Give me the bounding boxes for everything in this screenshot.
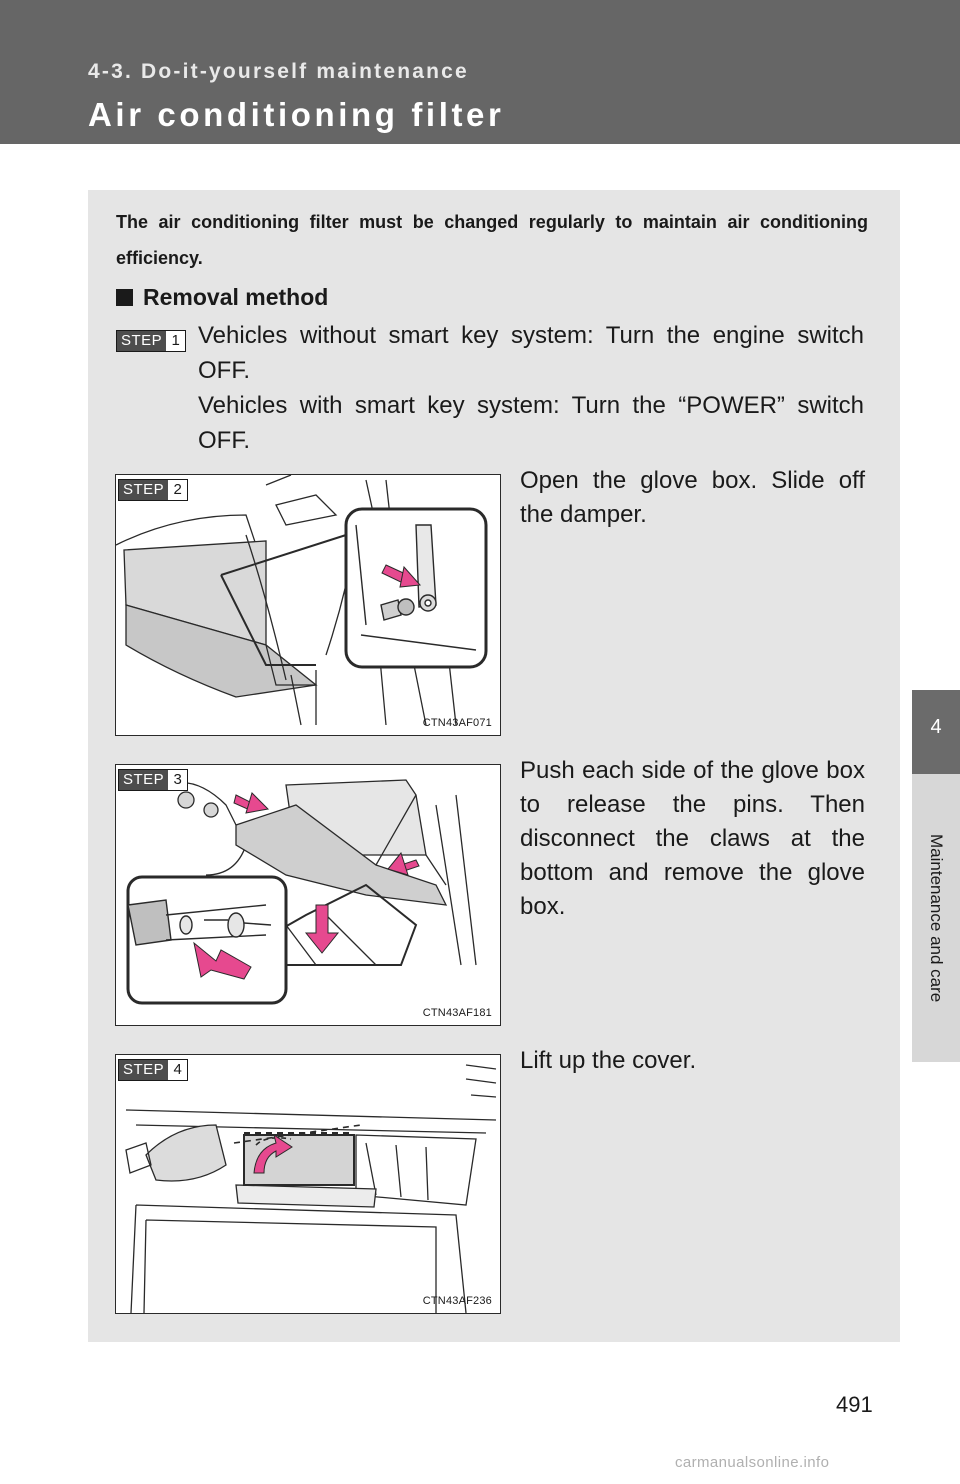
step-3-figure [115, 764, 501, 1026]
step-2-text: Open the glove box. Slide off the damper. [520, 467, 865, 528]
filter-cover-illustration [116, 1055, 500, 1313]
subsection-heading [116, 284, 328, 311]
step-3-text: Push each side of the glove box to release the pins. Then disconnect the claws at the bottom and remove the glove box. [520, 757, 865, 920]
step-3-badge [118, 769, 188, 791]
content-panel [88, 190, 900, 1342]
step-2-badge [118, 479, 188, 501]
chapter-tab[interactable] [912, 690, 960, 774]
step-badge-number: 2 [168, 480, 187, 500]
glove-box-removal-illustration [116, 765, 500, 1025]
step-4-figure [115, 1054, 501, 1314]
chapter-tab-label-area [912, 774, 960, 1062]
watermark: carmanualsonline.info [675, 1454, 830, 1471]
page-number: 491 [836, 1392, 873, 1417]
step-1-line-1: Vehicles without smart key system: Turn the engine switch OFF. [198, 322, 864, 384]
step-badge-number: 4 [168, 1060, 187, 1080]
step-4-badge [118, 1059, 188, 1081]
step-2-figure [115, 474, 501, 736]
step-badge-label: STEP [119, 1060, 168, 1080]
step-badge-label: STEP [119, 770, 168, 790]
glove-box-damper-illustration [116, 475, 500, 735]
step-badge-number: 1 [166, 331, 185, 351]
section-label: 4-3. Do-it-yourself maintenance [88, 60, 469, 83]
chapter-tab-number: 4 [930, 716, 942, 738]
figure-code: CTN43AF236 [422, 1295, 492, 1307]
page-header [0, 0, 960, 144]
step-4-text: Lift up the cover. [520, 1047, 697, 1074]
intro-text: The air conditioning filter must be changed regularly to maintain air conditioning efficiency. [116, 212, 868, 268]
heading-text: Removal method [143, 284, 329, 310]
figure-code: CTN43AF181 [422, 1007, 492, 1019]
step-1-line-2: Vehicles with smart key system: Turn the “POWER” switch OFF. [198, 392, 864, 454]
step-badge-label: STEP [117, 331, 166, 351]
step-1-badge [116, 330, 186, 352]
figure-code: CTN43AF071 [422, 717, 492, 729]
heading-square-icon [116, 289, 133, 306]
step-1-text [198, 318, 864, 458]
step-badge-number: 3 [168, 770, 187, 790]
step-badge-label: STEP [119, 480, 168, 500]
chapter-tab-label: Maintenance and care [927, 833, 946, 1003]
page-title: Air conditioning filter [88, 96, 505, 133]
